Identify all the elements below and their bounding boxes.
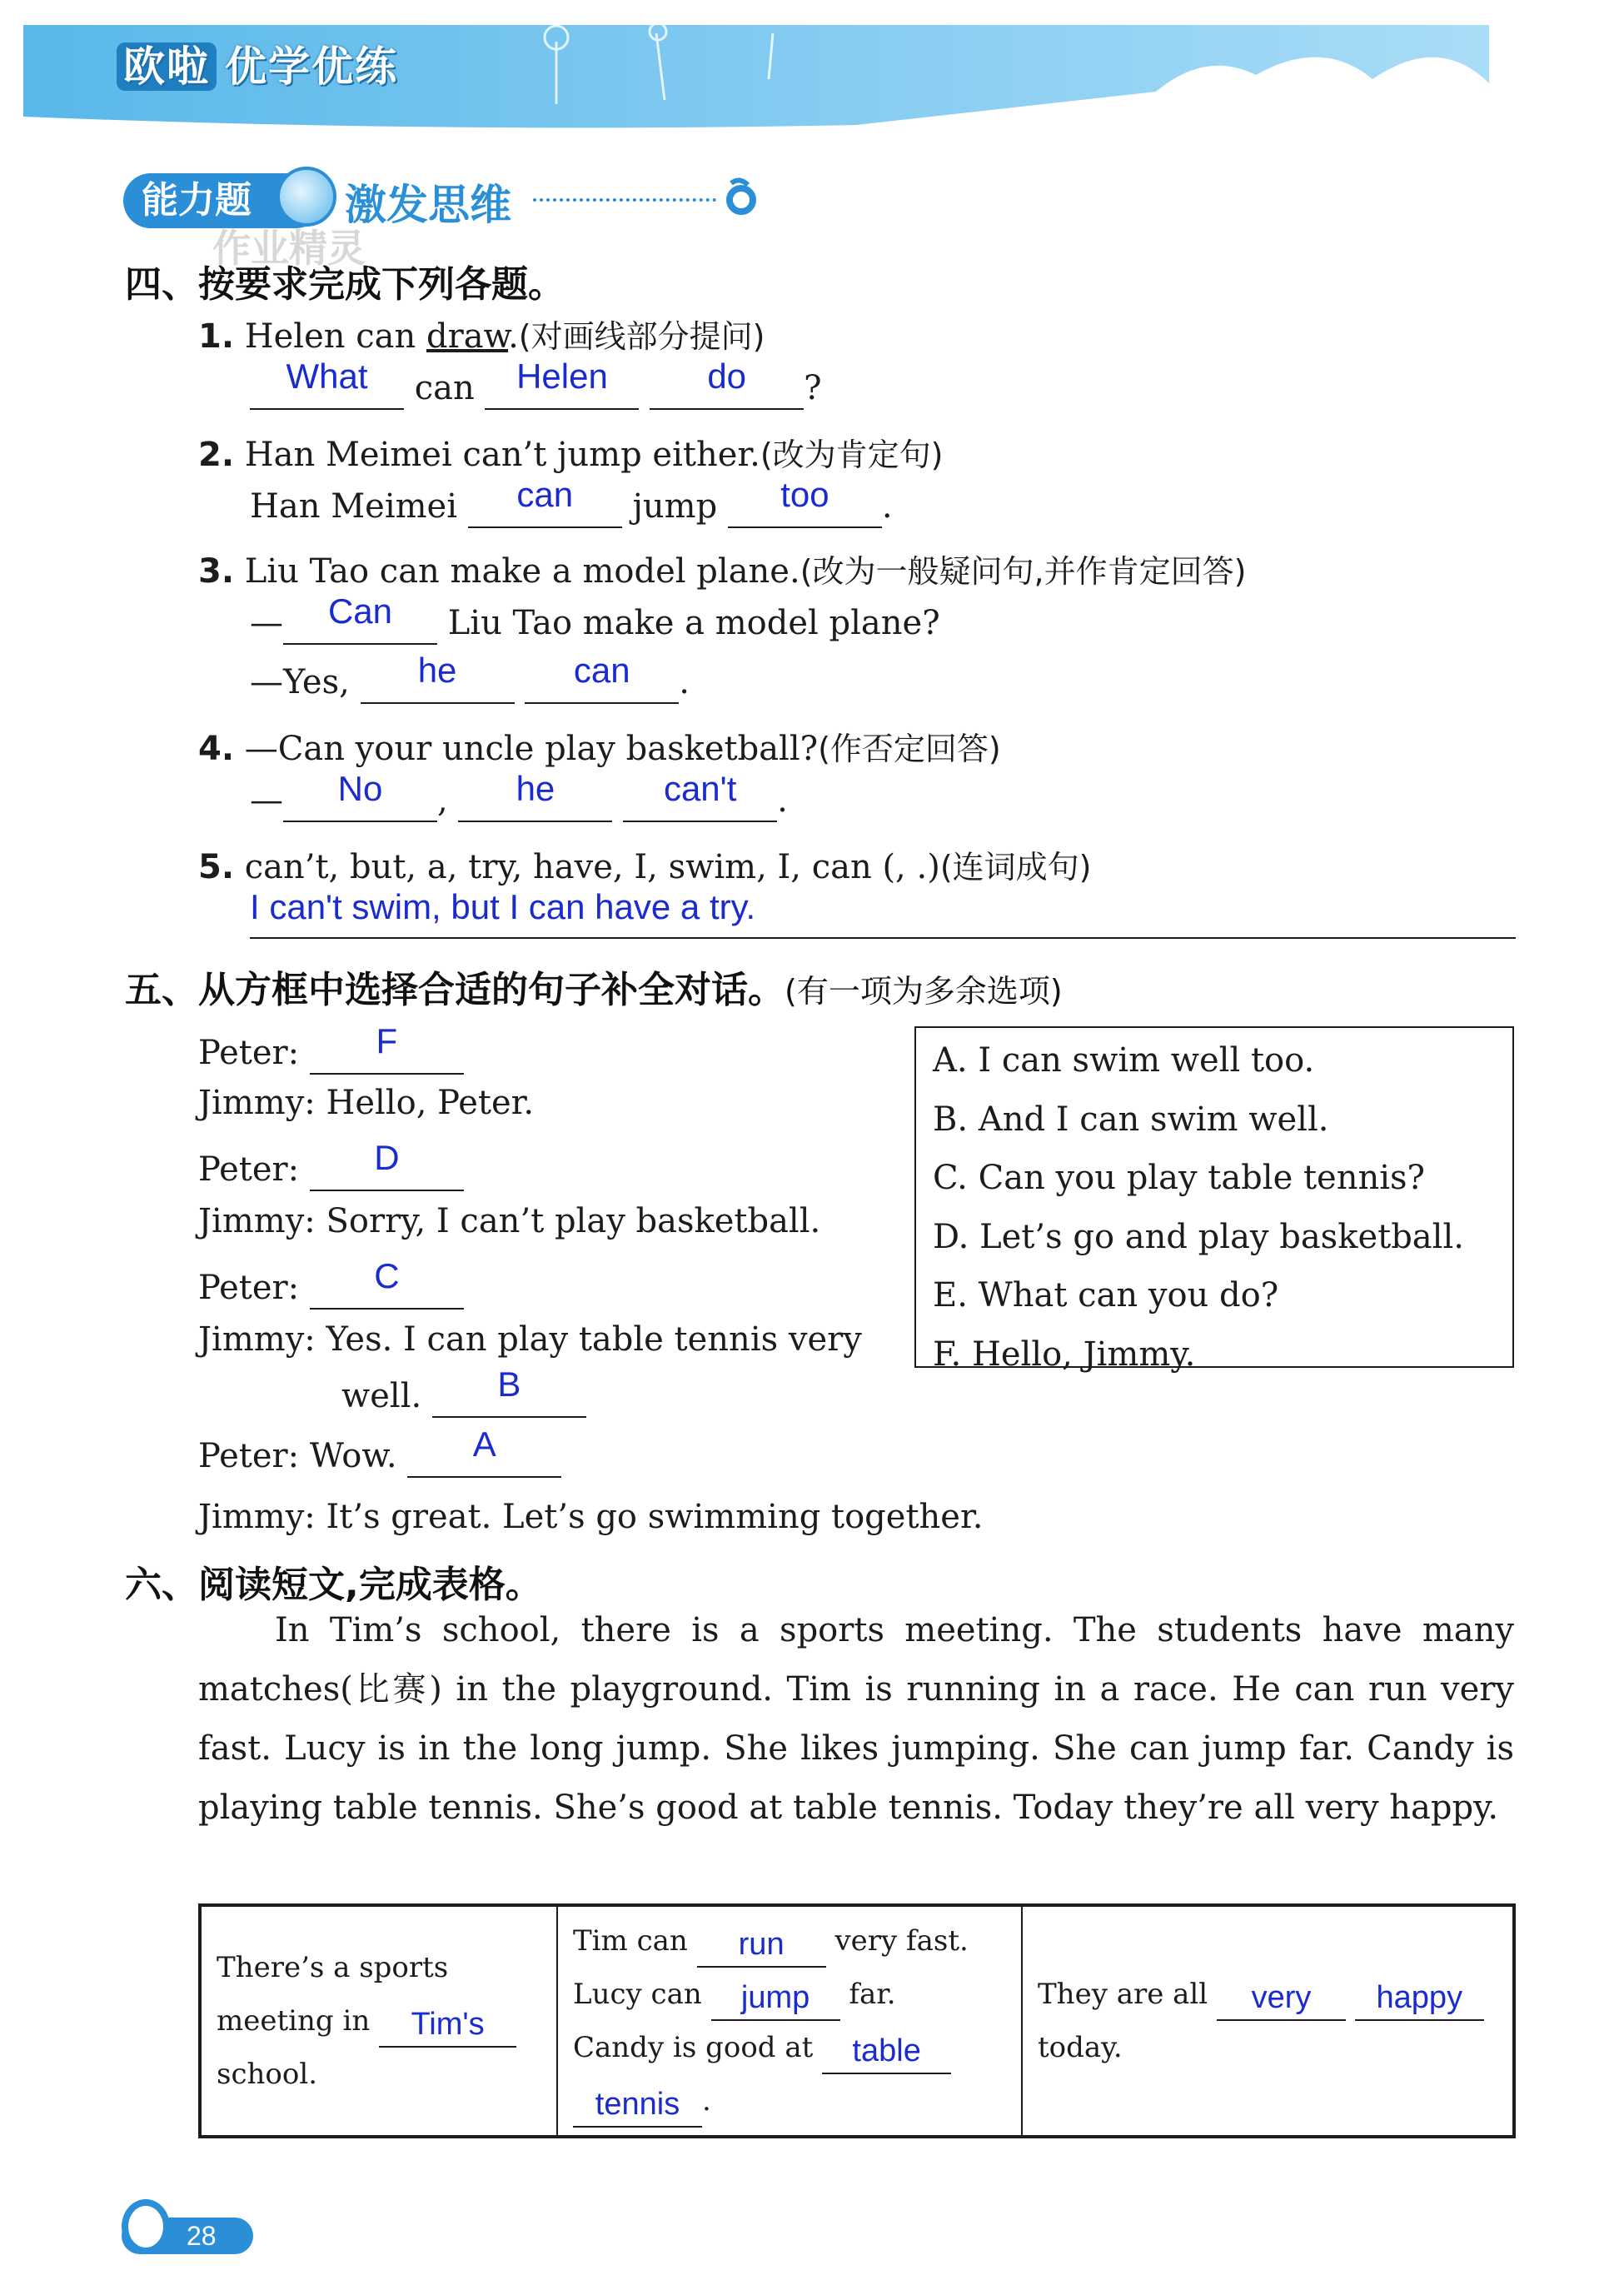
q4-answer-row: — No , he can't . [250, 771, 788, 822]
summary-table [198, 1903, 1516, 2138]
q1-answer-row: What can Helen do ? [250, 358, 822, 410]
dialog-answer-3: C [374, 1256, 400, 1295]
q5-answer: I can't swim, but I can have a try. [250, 887, 756, 926]
q2-prompt: 2. Han Meimei can’t jump either.(改为肯定句) [198, 436, 944, 474]
q4-answer-2: he [516, 769, 555, 808]
option-b: B. And I can swim well. [933, 1100, 1329, 1139]
dialog-answer-1: F [376, 1021, 398, 1060]
dialog-line-4: Jimmy: Sorry, I can’t play basketball. [198, 1202, 821, 1240]
table-cell-3: They are all very happy today. [1022, 1905, 1514, 2137]
q3-answer-2: he [417, 651, 457, 690]
section-6-title: 六、阅读短文,完成表格。 [125, 1564, 542, 1606]
table-answer-6: very [1251, 1980, 1312, 2015]
brand-logo: 欧啦 优学优练 [117, 33, 398, 93]
reading-passage: In Tim’s school, there is a sports meeting. The students have many matches(比赛) in the playground. Tim is running in a race. He can run very fast. Lucy is in the long jump. She likes jumping. She can jump far. Candy is playing table tennis. She’s good at table tennis. Today they’re all very happy. [198, 1611, 1514, 1827]
dialog-line-8: Peter: Wow. A [198, 1426, 561, 1478]
q3-answer-row-2: —Yes, he can . [250, 652, 690, 704]
dialog-answer-4: B [497, 1365, 521, 1404]
q4-answer-1: No [337, 769, 383, 808]
dialog-line-2: Jimmy: Hello, Peter. [198, 1084, 535, 1122]
watermark: 作业精灵 [212, 226, 366, 271]
option-d: D. Let’s go and play basketball. [933, 1217, 1464, 1256]
dialog-line-1: Peter: F [198, 1023, 464, 1075]
q3-answer-1: Can [327, 591, 393, 631]
q1-answer-3: do [707, 357, 747, 396]
q2-answer-2: too [780, 475, 829, 514]
table-answer-4: table [852, 2033, 921, 2068]
table-answer-5: tennis [595, 2087, 680, 2122]
q1-answer-2: Helen [516, 357, 608, 396]
ability-slogan: 激发思维 [345, 181, 511, 229]
q1-answer-1: What [286, 357, 368, 396]
q3-prompt: 3. Liu Tao can make a model plane.(改为一般疑问句,并作肯定回答) [198, 552, 1247, 591]
q5-answer-line [250, 887, 1516, 939]
dialog-line-9: Jimmy: It’s great. Let’s go swimming together. [198, 1498, 984, 1536]
dialog-answer-2: D [374, 1138, 400, 1177]
table-cell-2: Tim can run very fast. Lucy can jump far. Candy is good at table tennis . [557, 1905, 1022, 2137]
table-answer-7: happy [1376, 1980, 1463, 2015]
section-4-title: 四、按要求完成下列各题。 [125, 263, 565, 306]
option-c: C. Can you play table tennis? [933, 1159, 1425, 1197]
ability-tag: 能力题 [123, 173, 323, 228]
swirl-icon [723, 177, 760, 217]
q2-answer-1: can [516, 475, 574, 514]
dotted-divider [533, 198, 716, 202]
table-cell-1: There’s a sports meeting in Tim's school. [200, 1905, 557, 2137]
dialog-line-6: Jimmy: Yes. I can play table tennis very [198, 1320, 862, 1359]
section-5-title: 五、从方框中选择合适的句子补全对话。(有一项为多余选项) [125, 969, 1063, 1011]
q3-answer-row-1: — Can Liu Tao make a model plane? [250, 593, 940, 645]
q1-prompt: 1. Helen can draw.(对画线部分提问) [198, 317, 765, 356]
q4-answer-3: can't [663, 769, 737, 808]
q5-prompt: 5. can’t, but, a, try, have, I, swim, I, can (, .)(连词成句) [198, 848, 1092, 886]
option-a: A. I can swim well too. [933, 1041, 1315, 1080]
option-f: F. Hello, Jimmy. [933, 1335, 1196, 1374]
options-box [914, 1026, 1514, 1374]
q4-prompt: 4. —Can your uncle play basketball?(作否定回答) [198, 730, 1001, 768]
dialog-answer-5: A [472, 1424, 496, 1464]
dialog-line-7: well. B [341, 1366, 586, 1418]
table-answer-3: jump [740, 1980, 810, 2015]
table-answer-1: Tim's [411, 2007, 485, 2042]
table-answer-2: run [738, 1927, 785, 1962]
option-e: E. What can you do? [933, 1276, 1279, 1315]
page-swirl-icon [122, 2199, 170, 2254]
dialog-line-5: Peter: C [198, 1258, 464, 1310]
q3-answer-3: can [573, 651, 630, 690]
q2-answer-row: Han Meimei can jump too . [250, 476, 893, 528]
page-number: 28 [122, 2218, 253, 2254]
dialog-line-3: Peter: D [198, 1140, 464, 1191]
